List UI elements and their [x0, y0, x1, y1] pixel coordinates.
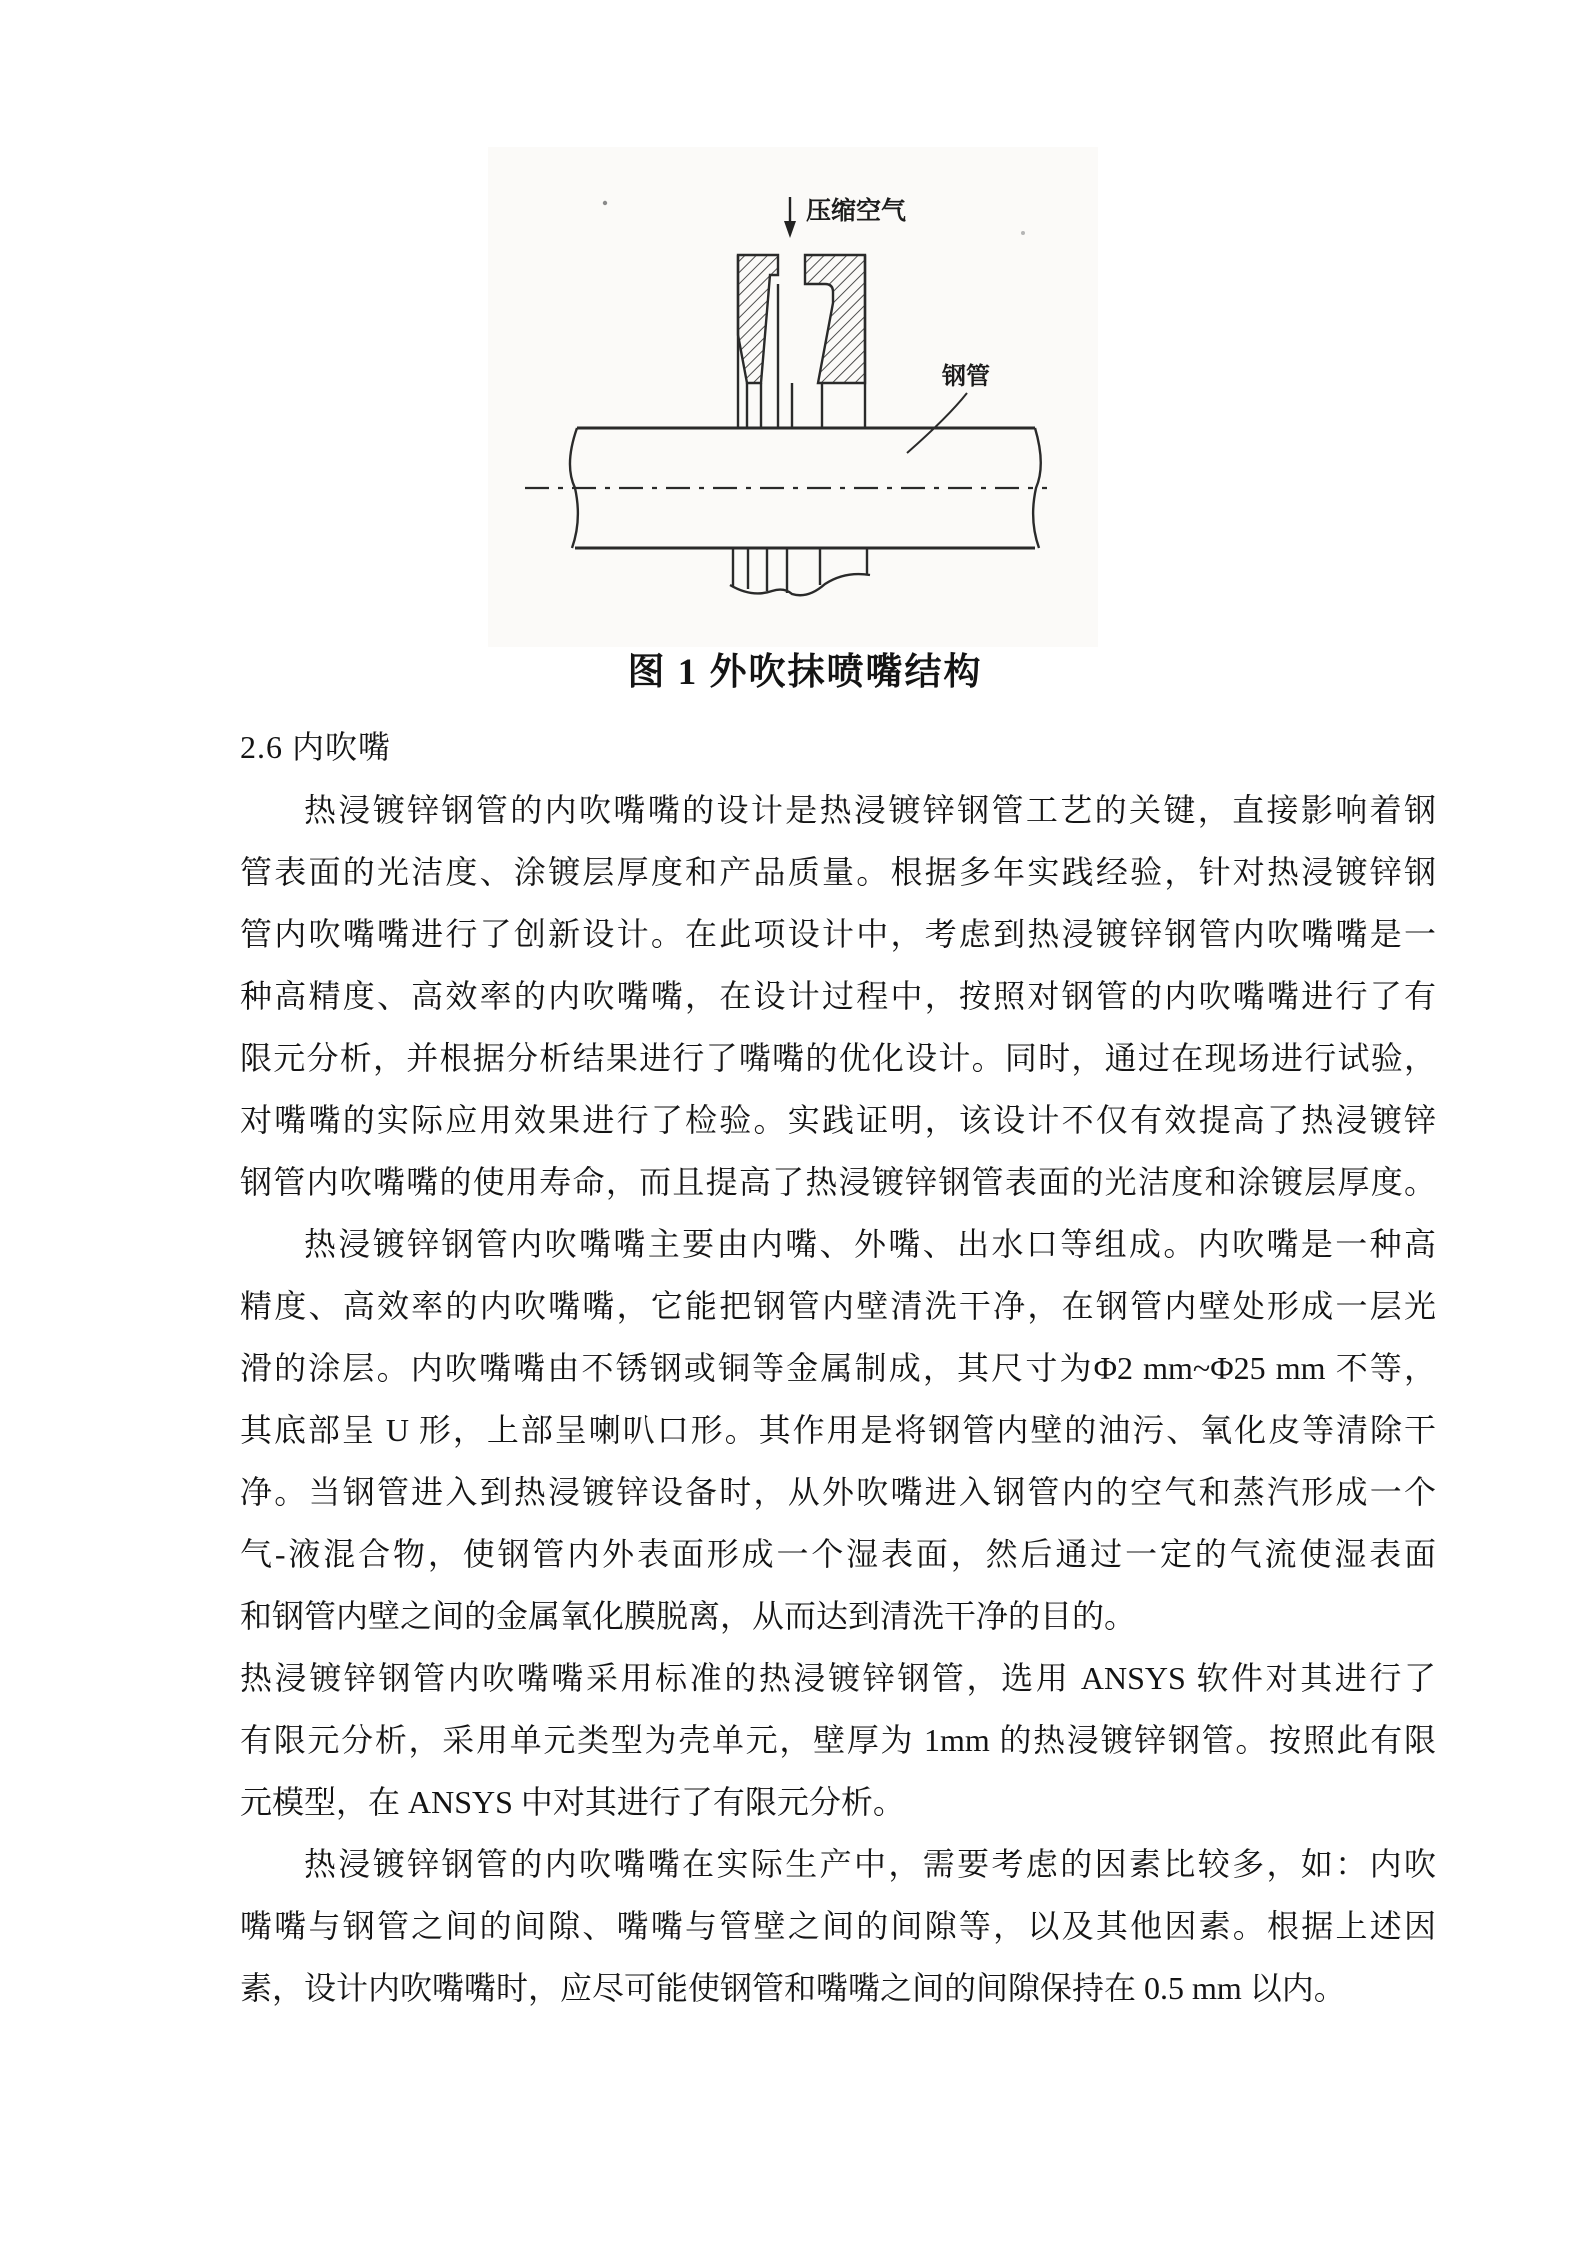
body-line: 钢管内吹嘴嘴的使用寿命，而且提高了热浸镀锌钢管表面的光洁度和涂镀层厚度。	[240, 1164, 1436, 1200]
body-line: 素，设计内吹嘴嘴时，应尽可能使钢管和嘴嘴之间的间隙保持在 0.5 mm 以内。	[240, 1970, 1346, 2006]
section-heading: 2.6 内吹嘴	[240, 729, 392, 765]
steel-pipe-label: 钢管	[942, 364, 990, 390]
figure-caption: 图 1 外吹抹喷嘴结构	[627, 652, 983, 693]
body-line: 热浸镀锌钢管的内吹嘴嘴在实际生产中，需要考虑的因素比较多，如：内吹	[304, 1846, 1436, 1882]
body-line: 净。当钢管进入到热浸镀锌设备时，从外吹嘴进入钢管内的空气和蒸汽形成一个	[240, 1474, 1436, 1510]
body-line: 热浸镀锌钢管内吹嘴嘴主要由内嘴、外嘴、出水口等组成。内吹嘴是一种高	[304, 1226, 1436, 1262]
body-line: 有限元分析，采用单元类型为壳单元，壁厚为 1mm 的热浸镀锌钢管。按照此有限	[240, 1722, 1436, 1758]
body-line: 种高精度、高效率的内吹嘴嘴，在设计过程中，按照对钢管的内吹嘴嘴进行了有	[240, 978, 1436, 1014]
figure-1-drawing	[480, 135, 1105, 655]
body-line: 气-液混合物，使钢管内外表面形成一个湿表面，然后通过一定的气流使湿表面	[240, 1536, 1436, 1572]
body-text	[240, 779, 1436, 2019]
body-line: 管表面的光洁度、涂镀层厚度和产品质量。根据多年实践经验，针对热浸镀锌钢	[240, 854, 1436, 890]
body-line: 精度、高效率的内吹嘴嘴，它能把钢管内壁清洗干净，在钢管内壁处形成一层光	[240, 1288, 1436, 1324]
body-line: 热浸镀锌钢管内吹嘴嘴采用标准的热浸镀锌钢管，选用 ANSYS 软件对其进行了	[240, 1660, 1436, 1696]
body-line: 其底部呈 U 形，上部呈喇叭口形。其作用是将钢管内壁的油污、氧化皮等清除干	[240, 1412, 1436, 1448]
body-line: 滑的涂层。内吹嘴嘴由不锈钢或铜等金属制成，其尺寸为Φ2 mm~Φ25 mm 不等，	[240, 1350, 1436, 1386]
body-line: 管内吹嘴嘴进行了创新设计。在此项设计中，考虑到热浸镀锌钢管内吹嘴嘴是一	[240, 916, 1436, 952]
body-line: 和钢管内壁之间的金属氧化膜脱离，从而达到清洗干净的目的。	[240, 1598, 1137, 1634]
body-line: 对嘴嘴的实际应用效果进行了检验。实践证明，该设计不仅有效提高了热浸镀锌	[240, 1102, 1436, 1138]
nozzle-structure-diagram	[480, 135, 1105, 655]
body-line: 元模型，在 ANSYS 中对其进行了有限元分析。	[240, 1784, 905, 1820]
body-line: 热浸镀锌钢管的内吹嘴嘴的设计是热浸镀锌钢管工艺的关键，直接影响着钢	[304, 792, 1436, 828]
scan-speck	[1021, 231, 1025, 235]
body-line: 嘴嘴与钢管之间的间隙、嘴嘴与管壁之间的间隙等，以及其他因素。根据上述因	[240, 1908, 1436, 1944]
compressed-air-label: 压缩空气	[806, 198, 907, 225]
scan-speck	[603, 201, 607, 205]
body-line: 限元分析，并根据分析结果进行了嘴嘴的优化设计。同时，通过在现场进行试验，	[240, 1040, 1436, 1076]
